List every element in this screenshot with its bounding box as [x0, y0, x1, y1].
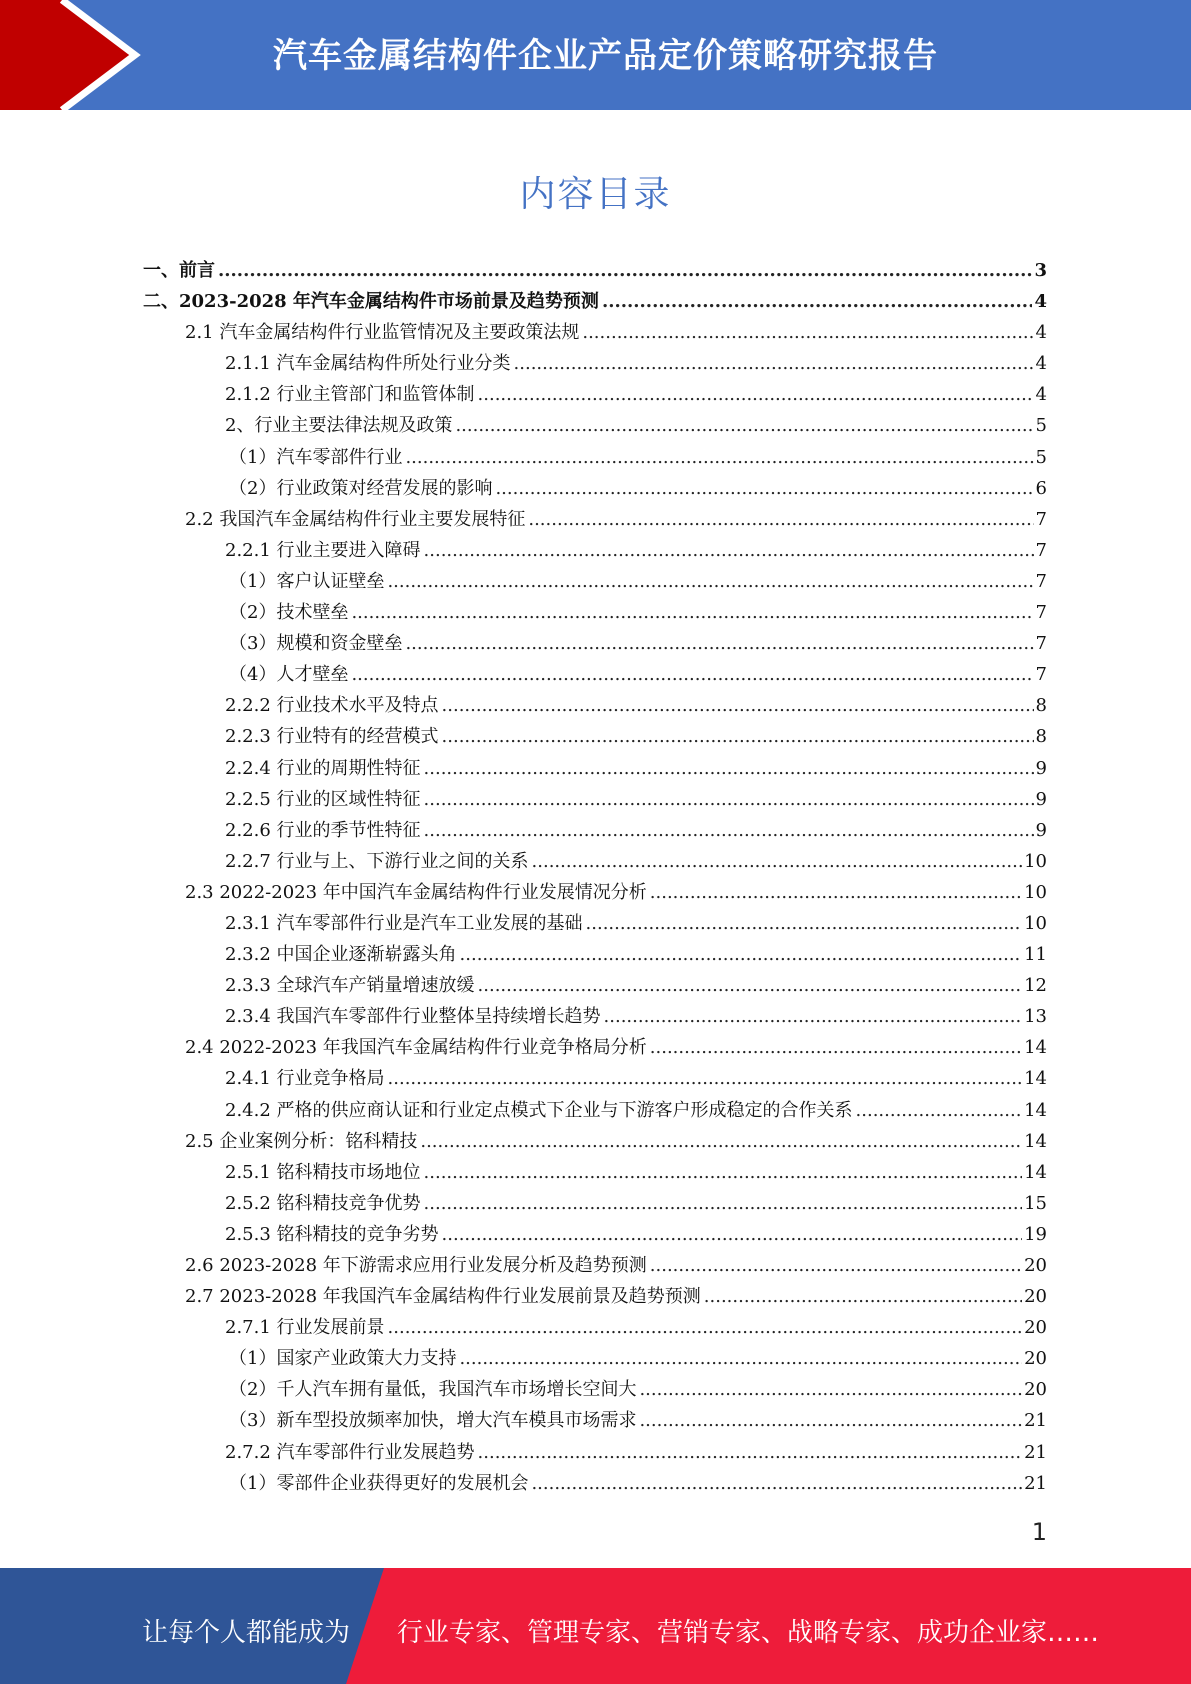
page-number: 1 — [1031, 1518, 1047, 1546]
toc-entry[interactable] — [143, 1250, 1047, 1281]
toc-entry-page-number: 11 — [1024, 944, 1047, 966]
toc-entry-title: 2.5.2 铭科精技竞争优势 — [225, 1192, 421, 1214]
toc-dot-leader — [478, 970, 1023, 1001]
toc-entry[interactable] — [143, 1219, 1047, 1250]
toc-entry-page-number: 7 — [1035, 633, 1047, 655]
toc-dot-leader — [459, 1343, 1022, 1374]
toc-entry[interactable] — [143, 1095, 1047, 1126]
toc-entry-page-number: 4 — [1035, 322, 1047, 344]
toc-dot-leader — [351, 659, 1033, 690]
toc-entry-title: 2.7.2 汽车零部件行业发展趋势 — [225, 1441, 475, 1463]
toc-dot-leader — [424, 535, 1034, 566]
toc-dot-leader — [586, 908, 1023, 939]
header-chevron-icon — [0, 0, 160, 110]
toc-entry[interactable] — [143, 628, 1047, 659]
toc-entry-page-number: 14 — [1024, 1099, 1047, 1121]
toc-entry[interactable] — [143, 535, 1047, 566]
toc-dot-leader — [405, 442, 1033, 473]
toc-entry-title: 2.5.3 铭科精技的竞争劣势 — [225, 1223, 439, 1245]
toc-entry-title: （1）汽车零部件行业 — [229, 446, 403, 468]
toc-entry-page-number: 5 — [1035, 415, 1047, 437]
toc-entry[interactable] — [143, 317, 1047, 348]
toc-entry[interactable] — [143, 753, 1047, 784]
toc-entry[interactable] — [143, 1437, 1047, 1468]
toc-entry-title: 2.7.1 行业发展前景 — [225, 1317, 385, 1339]
toc-entry-title: 2.2.1 行业主要进入障碍 — [225, 539, 421, 561]
toc-entry[interactable] — [143, 1032, 1047, 1063]
toc-entry-title: 2.2.4 行业的周期性特征 — [225, 757, 421, 779]
toc-entry-page-number: 7 — [1035, 602, 1047, 624]
toc-entry-page-number: 21 — [1024, 1441, 1047, 1463]
toc-entry[interactable] — [143, 348, 1047, 379]
toc-entry-title: 2.5.1 铭科精技市场地位 — [225, 1161, 421, 1183]
footer-banner — [0, 1568, 1191, 1684]
toc-dot-leader — [604, 1001, 1023, 1032]
toc-dot-leader — [532, 846, 1023, 877]
toc-entry-title: 2.4.1 行业竞争格局 — [225, 1068, 385, 1090]
toc-entry-page-number: 10 — [1024, 912, 1047, 934]
toc-dot-leader — [424, 815, 1034, 846]
footer-slogan-right: 行业专家、管理专家、营销专家、战略专家、成功企业家…… — [397, 1618, 1100, 1648]
toc-dot-leader — [602, 286, 1033, 317]
toc-entry-page-number: 9 — [1035, 819, 1047, 841]
toc-dot-leader — [639, 1405, 1022, 1436]
toc-entry-title: 2.2.5 行业的区域性特征 — [225, 788, 421, 810]
toc-entry-title: 2.1.1 汽车金属结构件所处行业分类 — [225, 353, 511, 375]
toc-dot-leader — [351, 597, 1033, 628]
toc-entry-page-number: 7 — [1035, 664, 1047, 686]
toc-entry-title: 2.1 汽车金属结构件行业监管情况及主要政策法规 — [185, 322, 580, 344]
toc-entry-title: （2）千人汽车拥有量低，我国汽车市场增长空间大 — [229, 1379, 637, 1401]
toc-entry[interactable] — [143, 597, 1047, 628]
toc-entry-title: 2、行业主要法律法规及政策 — [225, 415, 453, 437]
toc-dot-leader — [387, 566, 1033, 597]
table-of-contents — [143, 255, 1047, 1499]
toc-dot-leader — [495, 473, 1033, 504]
toc-dot-leader — [514, 348, 1034, 379]
toc-entry-page-number: 8 — [1035, 726, 1047, 748]
toc-entry[interactable] — [143, 1312, 1047, 1343]
toc-dot-leader — [650, 877, 1022, 908]
toc-entry-page-number: 7 — [1035, 508, 1047, 530]
toc-dot-leader — [442, 1219, 1023, 1250]
toc-entry-title: 2.3 2022-2023 年中国汽车金属结构件行业发展情况分析 — [185, 881, 647, 903]
toc-dot-leader — [455, 410, 1033, 441]
toc-dot-leader — [478, 1437, 1023, 1468]
toc-entry[interactable] — [143, 784, 1047, 815]
report-title: 汽车金属结构件企业产品定价策略研究报告 — [273, 36, 938, 76]
footer-slogan-left: 让每个人都能成为 — [142, 1618, 351, 1648]
toc-entry-title: 2.3.1 汽车零部件行业是汽车工业发展的基础 — [225, 912, 583, 934]
toc-dot-leader — [405, 628, 1033, 659]
toc-dot-leader — [388, 1063, 1023, 1094]
toc-entry-page-number: 7 — [1035, 570, 1047, 592]
toc-dot-leader — [420, 1126, 1022, 1157]
toc-entry-page-number: 14 — [1024, 1037, 1047, 1059]
toc-dot-leader — [528, 504, 1033, 535]
toc-entry-title: （1）零部件企业获得更好的发展机会 — [229, 1472, 529, 1494]
toc-entry-title: 2.5 企业案例分析：铭科精技 — [185, 1130, 418, 1152]
toc-entry[interactable] — [143, 1374, 1047, 1405]
toc-heading: 内容目录 — [519, 174, 672, 215]
toc-dot-leader — [388, 1312, 1023, 1343]
toc-entry-page-number: 9 — [1035, 788, 1047, 810]
toc-entry-page-number: 4 — [1035, 384, 1047, 406]
toc-entry-title: 2.7 2023-2028 年我国汽车金属结构件行业发展前景及趋势预测 — [185, 1286, 701, 1308]
toc-dot-leader — [650, 1032, 1022, 1063]
toc-entry-title: 2.2.6 行业的季节性特征 — [225, 819, 421, 841]
toc-dot-leader — [650, 1250, 1022, 1281]
toc-entry-page-number: 4 — [1034, 291, 1047, 313]
toc-dot-leader — [424, 1157, 1023, 1188]
toc-entry-title: 2.4 2022-2023 年我国汽车金属结构件行业竞争格局分析 — [185, 1037, 647, 1059]
toc-entry-page-number: 7 — [1035, 539, 1047, 561]
toc-dot-leader — [582, 317, 1033, 348]
toc-entry-title: 一、前言 — [143, 260, 215, 281]
toc-entry[interactable] — [143, 1468, 1047, 1499]
toc-entry[interactable] — [143, 908, 1047, 939]
toc-entry-page-number: 21 — [1024, 1410, 1047, 1432]
toc-entry-title: 2.3.2 中国企业逐渐崭露头角 — [225, 944, 457, 966]
toc-entry-page-number: 20 — [1024, 1317, 1047, 1339]
toc-entry-page-number: 9 — [1035, 757, 1047, 779]
toc-entry-title: （1）国家产业政策大力支持 — [229, 1348, 457, 1370]
toc-entry[interactable] — [143, 473, 1047, 504]
toc-dot-leader — [639, 1374, 1022, 1405]
toc-entry[interactable] — [143, 1126, 1047, 1157]
toc-entry[interactable] — [143, 1001, 1047, 1032]
toc-entry-page-number: 14 — [1024, 1068, 1047, 1090]
toc-entry-title: 2.2.3 行业特有的经营模式 — [225, 726, 439, 748]
toc-entry-page-number: 10 — [1024, 881, 1047, 903]
toc-entry[interactable] — [143, 286, 1047, 317]
toc-entry-title: 2.2.7 行业与上、下游行业之间的关系 — [225, 850, 529, 872]
toc-entry-title: 2.2 我国汽车金属结构件行业主要发展特征 — [185, 508, 526, 530]
toc-dot-leader — [460, 939, 1023, 970]
toc-entry-page-number: 20 — [1024, 1379, 1047, 1401]
toc-entry-page-number: 20 — [1024, 1255, 1047, 1276]
toc-entry-title: 2.4.2 严格的供应商认证和行业定点模式下企业与下游客户形成稳定的合作关系 — [225, 1099, 853, 1121]
toc-dot-leader — [478, 379, 1034, 410]
toc-entry[interactable] — [143, 1157, 1047, 1188]
toc-entry[interactable] — [143, 410, 1047, 441]
toc-entry[interactable] — [143, 721, 1047, 752]
toc-entry-page-number: 14 — [1024, 1161, 1047, 1183]
toc-entry[interactable] — [143, 939, 1047, 970]
toc-entry[interactable] — [143, 1405, 1047, 1436]
toc-entry-page-number: 10 — [1024, 850, 1047, 872]
toc-entry-title: （2）技术壁垒 — [229, 602, 349, 624]
toc-entry-page-number: 8 — [1035, 695, 1047, 717]
toc-entry[interactable] — [143, 1063, 1047, 1094]
toc-entry-page-number: 20 — [1024, 1348, 1047, 1370]
toc-entry[interactable] — [143, 690, 1047, 721]
toc-dot-leader — [531, 1468, 1022, 1499]
toc-entry-page-number: 6 — [1035, 477, 1047, 499]
toc-entry-page-number: 3 — [1034, 260, 1047, 281]
toc-entry[interactable] — [143, 659, 1047, 690]
toc-entry-page-number: 19 — [1024, 1223, 1047, 1245]
toc-entry[interactable] — [143, 815, 1047, 846]
toc-entry-title: 2.1.2 行业主管部门和监管体制 — [225, 384, 475, 406]
toc-entry-title: 2.2.2 行业技术水平及特点 — [225, 695, 439, 717]
toc-entry-page-number: 15 — [1024, 1192, 1047, 1214]
toc-entry[interactable] — [143, 846, 1047, 877]
toc-entry-page-number: 13 — [1024, 1006, 1047, 1028]
toc-dot-leader — [704, 1281, 1022, 1312]
toc-entry-page-number: 14 — [1024, 1130, 1047, 1152]
toc-entry[interactable] — [143, 379, 1047, 410]
toc-dot-leader — [856, 1095, 1023, 1126]
toc-entry-page-number: 21 — [1024, 1472, 1047, 1494]
toc-entry[interactable] — [143, 504, 1047, 535]
toc-dot-leader — [424, 753, 1034, 784]
toc-entry[interactable] — [143, 1343, 1047, 1374]
report-header-band — [0, 0, 1191, 110]
toc-dot-leader — [218, 255, 1032, 286]
toc-entry[interactable] — [143, 566, 1047, 597]
toc-dot-leader — [424, 1188, 1023, 1219]
toc-entry-title: 2.6 2023-2028 年下游需求应用行业发展分析及趋势预测 — [185, 1255, 647, 1276]
toc-dot-leader — [442, 721, 1034, 752]
toc-entry-page-number: 5 — [1035, 446, 1047, 468]
toc-entry-title: 2.3.4 我国汽车零部件行业整体呈持续增长趋势 — [225, 1006, 601, 1028]
toc-entry-title: 2.3.3 全球汽车产销量增速放缓 — [225, 975, 475, 997]
toc-entry-title: （2）行业政策对经营发展的影响 — [229, 477, 493, 499]
toc-entry-page-number: 12 — [1024, 975, 1047, 997]
toc-entry[interactable] — [143, 877, 1047, 908]
toc-entry-title: （4）人才壁垒 — [229, 664, 349, 686]
toc-dot-leader — [424, 784, 1034, 815]
toc-entry[interactable] — [143, 970, 1047, 1001]
toc-entry[interactable] — [143, 1188, 1047, 1219]
toc-entry-title: 二、2023-2028 年汽车金属结构件市场前景及趋势预测 — [143, 291, 599, 313]
toc-entry-title: （1）客户认证壁垒 — [229, 570, 385, 592]
toc-entry-page-number: 20 — [1024, 1286, 1047, 1308]
toc-entry[interactable] — [143, 1281, 1047, 1312]
toc-entry-page-number: 4 — [1035, 353, 1047, 375]
toc-entry-title: （3）规模和资金壁垒 — [229, 633, 403, 655]
toc-entry[interactable] — [143, 442, 1047, 473]
toc-dot-leader — [442, 690, 1034, 721]
toc-entry-title: （3）新车型投放频率加快，增大汽车模具市场需求 — [229, 1410, 637, 1432]
toc-entry[interactable] — [143, 255, 1047, 286]
